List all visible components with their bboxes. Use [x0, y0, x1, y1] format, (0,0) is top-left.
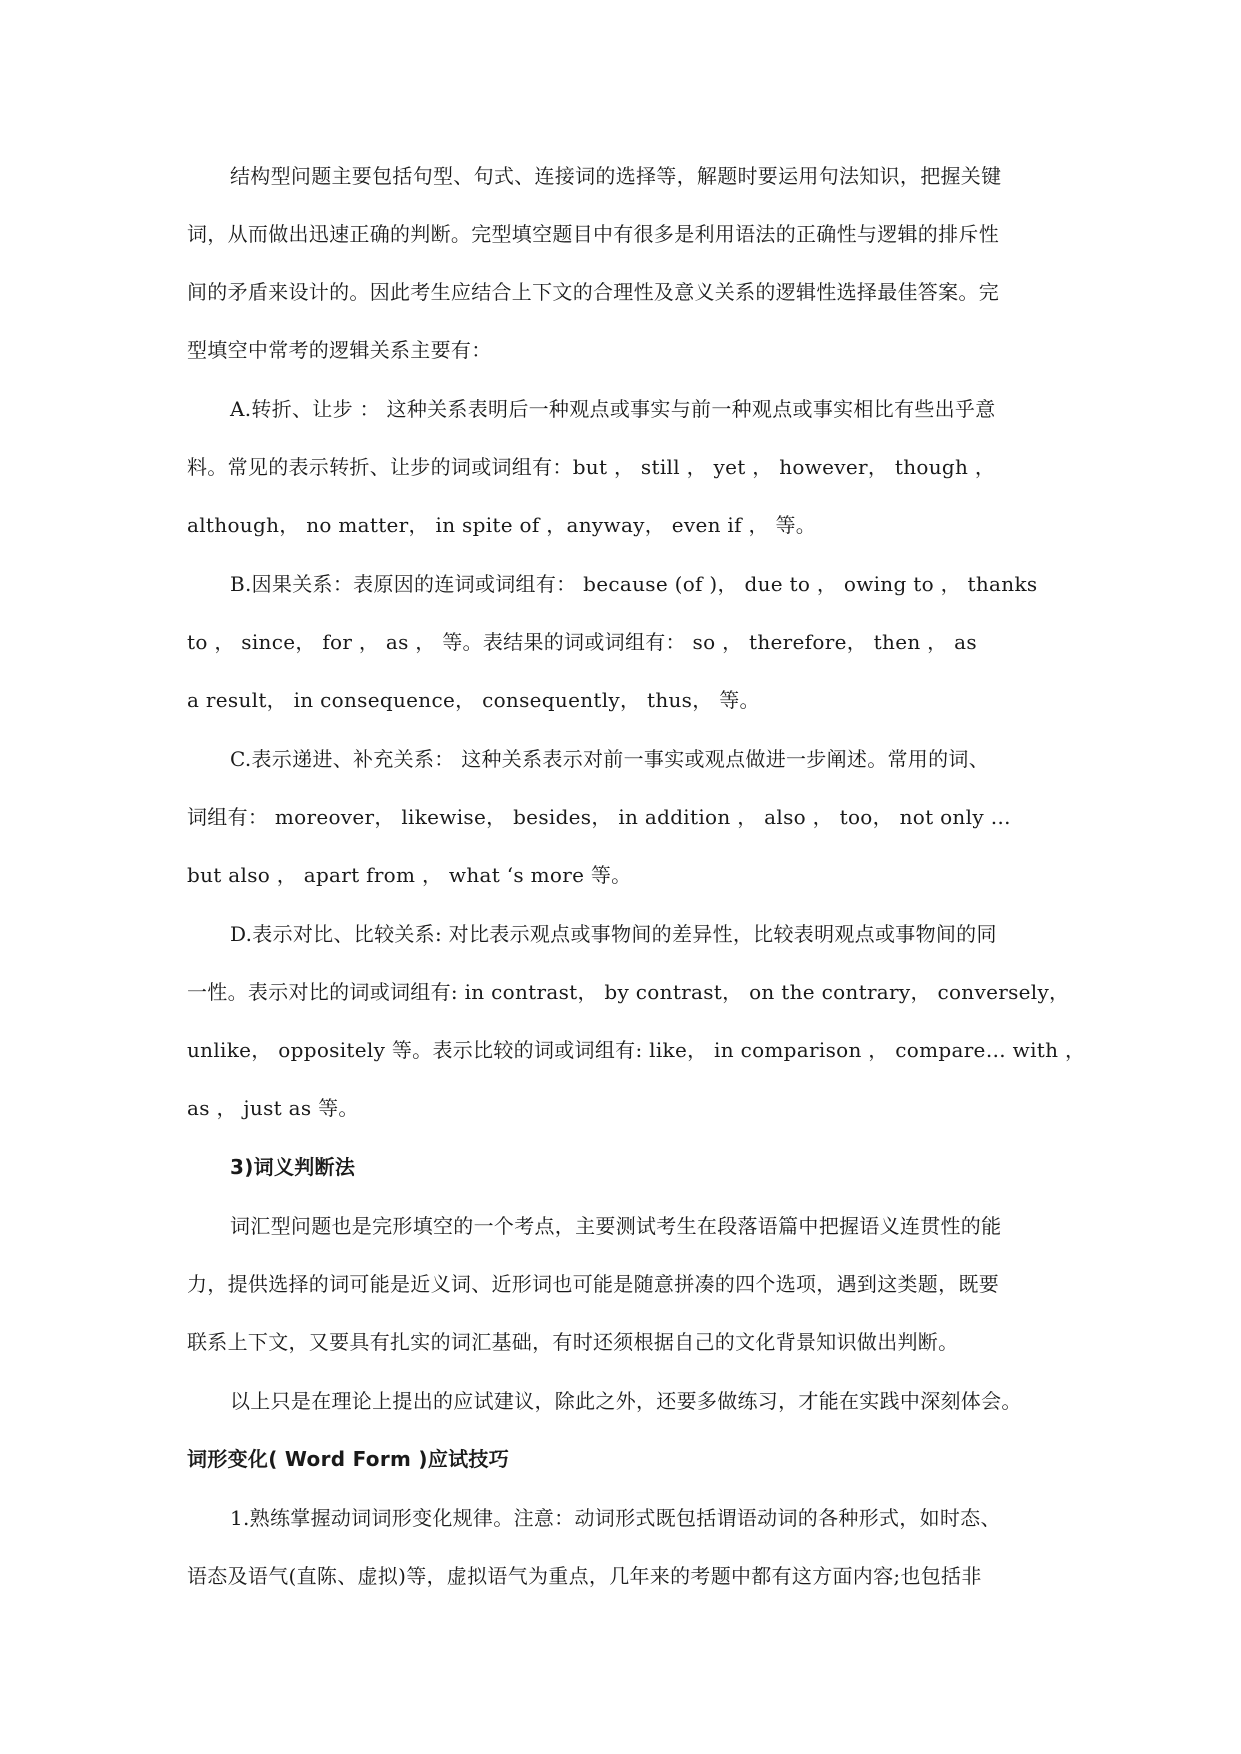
- paragraph-line: to ， since， for ， as ， 等。表结果的词或词组有： so ， therefore， then ， as: [187, 630, 977, 654]
- paragraph-line: but also ， apart from ， what ‘s more 等。: [187, 863, 632, 887]
- section-heading: 3)词义判断法: [230, 1155, 356, 1179]
- paragraph-line: 一性。表示对比的词或词组有: in contrast， by contrast， on the contrary， conversely，: [187, 980, 1070, 1004]
- paragraph-line: 词组有： moreover， likewise， besides， in addition ， also ， too， not only …: [187, 805, 1011, 829]
- paragraph-line: 型填空中常考的逻辑关系主要有：: [187, 338, 492, 362]
- paragraph-line: 料。常见的表示转折、让步的词或词组有：but ， still ， yet ， however， though ，: [187, 455, 996, 479]
- paragraph-line: A.转折、让步 ： 这种关系表明后一种观点或事实与前一种观点或事实相比有些出乎意: [230, 397, 996, 421]
- paragraph-line: 词汇型问题也是完形填空的一个考点，主要测试考生在段落语篇中把握语义连贯性的能: [230, 1214, 1002, 1238]
- paragraph-line: as ， just as 等。: [187, 1096, 359, 1120]
- paragraph-line: 力，提供选择的词可能是近义词、近形词也可能是随意拼凑的四个选项，遇到这类题，既要: [187, 1272, 999, 1296]
- paragraph-line: 词，从而做出迅速正确的判断。完型填空题目中有很多是利用语法的正确性与逻辑的排斥性: [187, 222, 999, 246]
- paragraph-line: a result， in consequence， consequently， thus， 等。: [187, 688, 760, 712]
- paragraph-line: 联系上下文，又要具有扎实的词汇基础，有时还须根据自己的文化背景知识做出判断。: [187, 1330, 959, 1354]
- section-heading: 词形变化( Word Form )应试技巧: [187, 1447, 510, 1471]
- paragraph-line: B.因果关系：表原因的连词或词组有： because (of )， due to ， owing to ， thanks: [230, 572, 1038, 596]
- paragraph-line: 结构型问题主要包括句型、句式、连接词的选择等，解题时要运用句法知识，把握关键: [230, 164, 1002, 188]
- paragraph-line: although， no matter， in spite of ，anyway， even if ， 等。: [187, 513, 817, 537]
- paragraph-line: 间的矛盾来设计的。因此考生应结合上下文的合理性及意义关系的逻辑性选择最佳答案。完: [187, 280, 999, 304]
- paragraph-line: 以上只是在理论上提出的应试建议，除此之外，还要多做练习，才能在实践中深刻体会。: [230, 1389, 1022, 1413]
- paragraph-line: unlike， oppositely 等。表示比较的词或词组有: like， in comparison ， compare… with ，: [187, 1038, 1086, 1062]
- paragraph-line: 语态及语气(直陈、虚拟)等，虚拟语气为重点，几年来的考题中都有这方面内容;也包括非: [187, 1564, 982, 1588]
- paragraph-line: C.表示递进、补充关系： 这种关系表示对前一事实或观点做进一步阐述。常用的词、: [230, 747, 990, 771]
- paragraph-line: 1.熟练掌握动词词形变化规律。注意：动词形式既包括谓语动词的各种形式，如时态、: [230, 1506, 1001, 1530]
- paragraph-line: D.表示对比、比较关系: 对比表示观点或事物间的差异性，比较表明观点或事物间的同: [230, 922, 997, 946]
